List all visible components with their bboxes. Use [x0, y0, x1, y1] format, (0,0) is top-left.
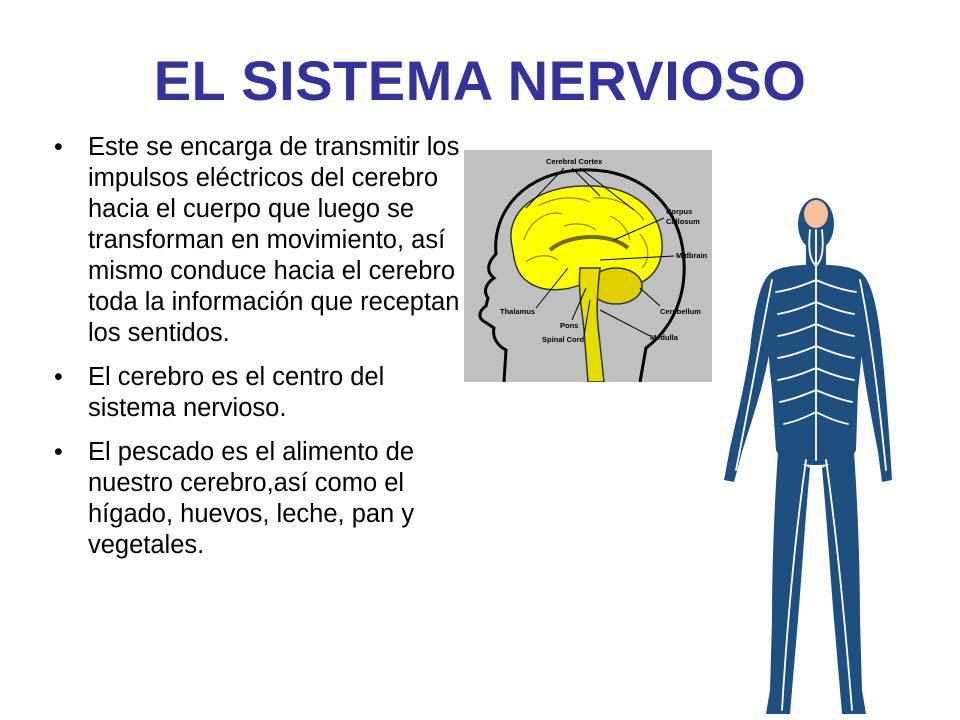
bullet-text: El pescado es el alimento de nuestro cerebro,así como el hígado, huevos, leche, pan y vegetales. — [88, 438, 415, 559]
slide-title: EL SISTEMA NERVIOSO — [153, 49, 807, 112]
bullet-marker: • — [54, 438, 63, 466]
label-corpus: Corpus — [666, 207, 693, 216]
bullet-item — [54, 362, 464, 424]
label-spinal-cord: Spinal Cord — [542, 335, 585, 344]
label-medulla: Medulla — [650, 333, 678, 342]
human-nervous-system-figure — [706, 190, 896, 720]
bullet-text: Este se encarga de transmitir los impulsos eléctricos del cerebro hacia el cuerpo que luego se transforman en movimiento, así mismo conduce hacia el cerebro toda la información que receptan los sentidos. — [88, 133, 460, 347]
label-midbrain: Midbrain — [676, 251, 708, 260]
bullet-item — [54, 437, 464, 561]
bullet-marker: • — [54, 133, 63, 161]
body-silhouette — [724, 198, 892, 714]
head-skin — [804, 200, 828, 228]
label-cerebral-cortex: Cerebral Cortex — [546, 157, 603, 166]
bullet-marker: • — [54, 363, 63, 391]
label-cerebellum: Cerebellum — [660, 307, 701, 316]
label-pons: Pons — [560, 321, 579, 330]
label-callosum: Callosum — [666, 217, 700, 226]
bullet-text: El cerebro es el centro del sistema nervioso. — [88, 363, 385, 422]
bullet-list — [54, 132, 464, 574]
brain-diagram — [464, 150, 712, 382]
label-thalamus: Thalamus — [500, 307, 536, 316]
bullet-item — [54, 132, 464, 349]
